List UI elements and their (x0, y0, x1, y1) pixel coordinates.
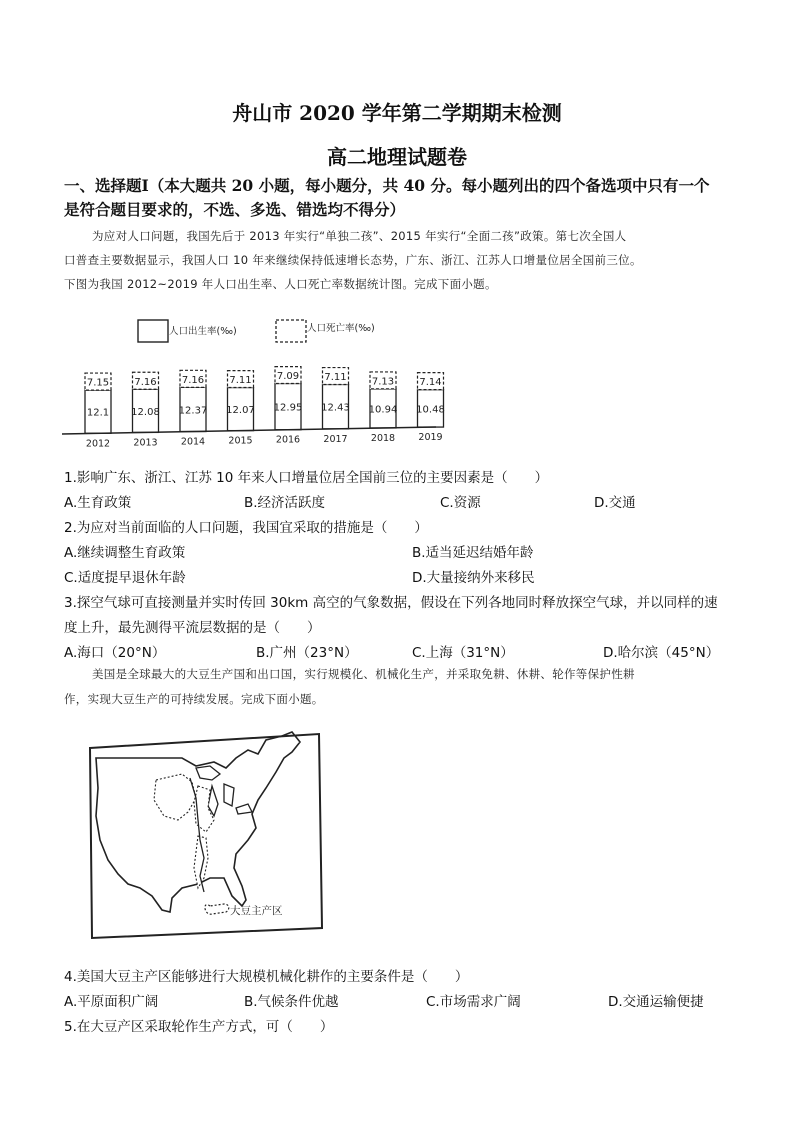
q2-stem: 2.为应对当前面临的人口问题，我国宜采取的措施是（ ） (64, 520, 428, 536)
label-birth-2016: 12.95 (273, 402, 303, 414)
q3-option-c: C.上海（31°N） (412, 645, 514, 661)
q1-option-c: C.资源 (440, 495, 481, 511)
q2-option-a: A.继续调整生育政策 (64, 545, 186, 561)
q2-option-d: D.大量接纳外来移民 (412, 570, 535, 586)
label-death-2017: 7.11 (324, 372, 347, 384)
q1-option-b: B.经济活跃度 (244, 495, 326, 511)
q4-option-b: B.气候条件优越 (244, 994, 339, 1010)
label-death-2016: 7.09 (276, 371, 300, 383)
q4-stem: 4.美国大豆主产区能够进行大规模机械化耕作的主要条件是（ ） (64, 969, 469, 985)
intro2-line2: 作，实现大豆生产的可持续发展。完成下面小题。 (64, 692, 324, 706)
intro1-line2: 口普查主要数据显示，我国人口 10 年来继续保持低速增长态势，广东、浙江、江苏人口增量位居全国前三位。 (64, 253, 642, 267)
tick-2019: 2019 (418, 432, 443, 444)
intro1-line1: 为应对人口问题，我国先后于 2013 年实行“单独二孩”、2015 年实行“全面二孩”政策。第七次全国人 (92, 229, 627, 243)
q1-option-d: D.交通 (594, 495, 636, 511)
exam-title: 舟山市 2020 学年第二学期期末检测 (232, 101, 562, 125)
q4-option-d: D.交通运输便捷 (608, 994, 704, 1010)
tick-2017: 2017 (323, 433, 348, 445)
section-heading-line2: 是符合题目要求的，不选、多选、错选均不得分） (64, 200, 406, 219)
exam-subtitle: 高二地理试题卷 (327, 145, 467, 169)
tick-2013: 2013 (133, 437, 158, 449)
q3-stem-line2: 度上升，最先测得平流层数据的是（ ） (64, 620, 321, 636)
us-soybean-map (86, 728, 326, 944)
label-birth-2013: 12.08 (131, 406, 160, 418)
label-death-2018: 7.13 (371, 376, 395, 388)
legend-birth-swatch (138, 320, 168, 342)
label-death-2015: 7.11 (229, 375, 252, 387)
label-birth-2017: 12.43 (321, 402, 350, 414)
label-death-2019: 7.14 (419, 377, 442, 389)
q3-option-b: B.广州（23°N） (256, 645, 358, 661)
q5-stem: 5.在大豆产区采取轮作生产方式，可（ ） (64, 1019, 334, 1035)
intro1-line3: 下图为我国 2012~2019 年人口出生率、人口死亡率数据统计图。完成下面小题。 (64, 277, 497, 291)
label-birth-2014: 12.37 (178, 405, 208, 417)
q1-option-a: A.生育政策 (64, 495, 132, 511)
q4-option-c: C.市场需求广阔 (426, 994, 521, 1010)
tick-2014: 2014 (180, 436, 206, 448)
chart-legend (138, 320, 375, 342)
label-death-2013: 7.16 (134, 376, 157, 388)
q1-stem: 1.影响广东、浙江、江苏 10 年来人口增量位居全国前三位的主要因素是（ ） (64, 470, 549, 486)
label-birth-2019: 10.48 (416, 404, 445, 416)
tick-2012: 2012 (85, 438, 111, 450)
legend-death-label: 人口死亡率(‰) (307, 323, 375, 334)
label-birth-2015: 12.07 (226, 405, 255, 417)
intro2-line1: 美国是全球最大的大豆生产国和出口国，实行规模化、机械化生产，并采取免耕、休耕、轮作等保护性耕 (92, 667, 635, 681)
q4-option-a: A.平原面积广阔 (64, 994, 159, 1010)
q3-stem-line1: 3.探空气球可直接测量并实时传回 30km 高空的气象数据，假设在下列各地同时释放探空气球，并以同样的速 (64, 595, 718, 611)
q3-option-d: D.哈尔滨（45°N） (603, 645, 720, 661)
legend-birth-label: 人口出生率(‰) (169, 326, 237, 337)
population-rate-chart (60, 312, 450, 452)
chart-bars (85, 367, 445, 450)
legend-death-swatch (276, 320, 306, 342)
q3-option-a: A.海口（20°N） (64, 645, 166, 661)
label-birth-2012: 12.1 (86, 407, 110, 419)
tick-2016: 2016 (275, 434, 301, 446)
section-heading-line1: 一、选择题Ⅰ（本大题共 20 小题，每小题分，共 40 分。每小题列出的四个备选项中只有一个 (64, 176, 710, 195)
q2-option-b: B.适当延迟结婚年龄 (412, 545, 534, 561)
tick-2018: 2018 (370, 432, 396, 444)
q2-option-c: C.适度提早退休年龄 (64, 570, 186, 586)
label-death-2012: 7.15 (86, 377, 110, 389)
tick-2015: 2015 (228, 435, 253, 447)
label-death-2014: 7.16 (181, 374, 205, 386)
map-legend-label: 大豆主产区 (230, 905, 283, 917)
label-birth-2018: 10.94 (368, 404, 398, 416)
